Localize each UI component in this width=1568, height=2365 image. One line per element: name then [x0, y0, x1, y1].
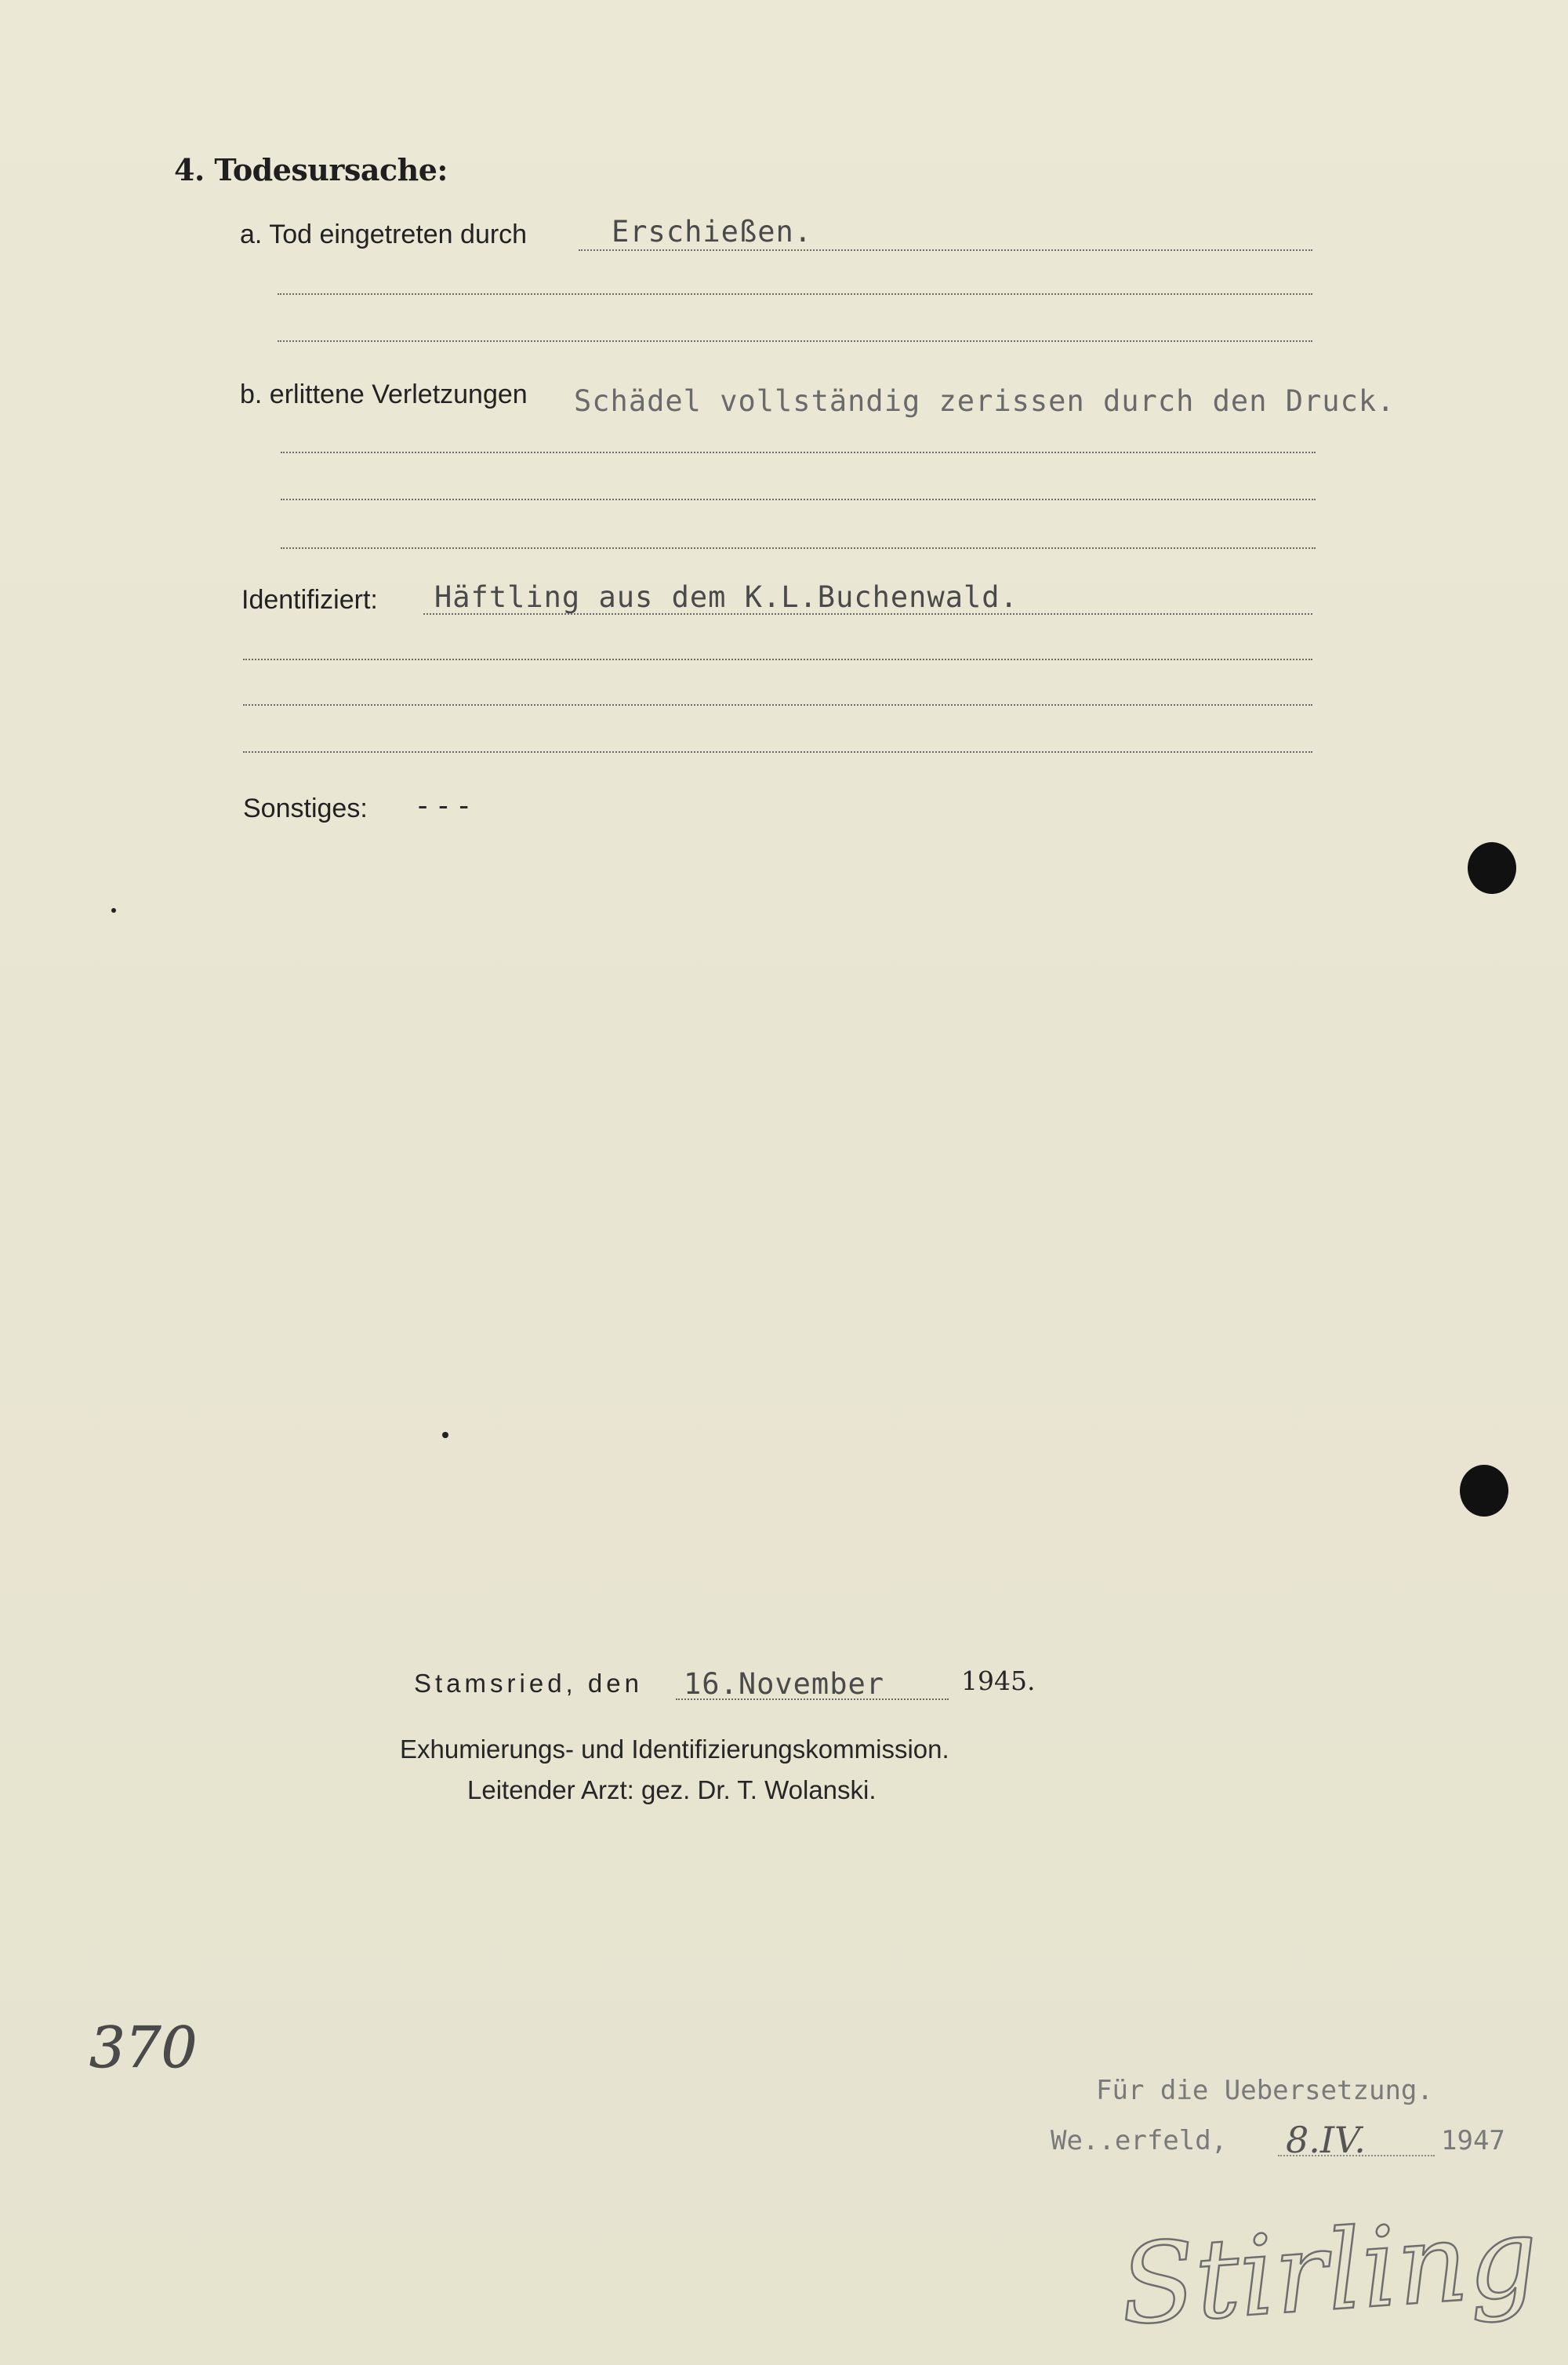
dotted-line [243, 751, 1312, 753]
speck [442, 1432, 448, 1438]
translation-note-year: 1947 [1441, 2125, 1505, 2156]
dotted-line [243, 659, 1312, 660]
signature [1113, 2193, 1542, 2352]
injuries-label: b. erlittene Verletzungen [240, 380, 528, 409]
place-date-prefix: Stamsried, den [414, 1669, 643, 1698]
punch-hole [1468, 842, 1516, 894]
commission-name: Exhumierungs- und Identifizierungskommission. [400, 1735, 949, 1764]
translation-note-line1: Für die Uebersetzung. [1096, 2075, 1433, 2106]
identification-label: Identifiziert: [241, 585, 378, 615]
dotted-line [1278, 2155, 1435, 2156]
dotted-line [423, 613, 1312, 615]
other-label: Sonstiges: [243, 794, 368, 823]
dotted-line [579, 249, 1312, 251]
dotted-line [243, 704, 1312, 706]
punch-hole [1460, 1465, 1508, 1517]
dotted-line [278, 293, 1312, 295]
dotted-line [281, 452, 1316, 453]
injuries-value: Schädel vollständig zerissen durch den Druck. [574, 384, 1396, 418]
date-value: 16.November [684, 1667, 885, 1701]
svg-text:370: 370 [89, 2014, 198, 2080]
margin-number-handwritten [85, 1996, 198, 2083]
cause-of-death-label: a. Tod eingetreten durch [240, 220, 528, 249]
translation-note-handwritten-date: 8.IV. [1286, 2119, 1366, 2161]
identification-value: Häftling aus dem K.L.Buchenwald. [434, 580, 1018, 614]
svg-text:Stirling: Stirling [1116, 2193, 1542, 2351]
dotted-line [278, 340, 1312, 342]
year: 1945. [961, 1666, 1036, 1696]
dotted-line [281, 547, 1316, 549]
section-heading: 4. Todesursache: [174, 152, 448, 187]
speck [111, 908, 116, 913]
dotted-line [676, 1698, 949, 1700]
dotted-line [281, 499, 1316, 500]
translation-note-place: We..erfeld, [1051, 2125, 1228, 2156]
leading-doctor: Leitender Arzt: gez. Dr. T. Wolanski. [467, 1775, 877, 1804]
cause-of-death-value: Erschießen. [612, 215, 813, 249]
other-value: --- [414, 789, 476, 823]
